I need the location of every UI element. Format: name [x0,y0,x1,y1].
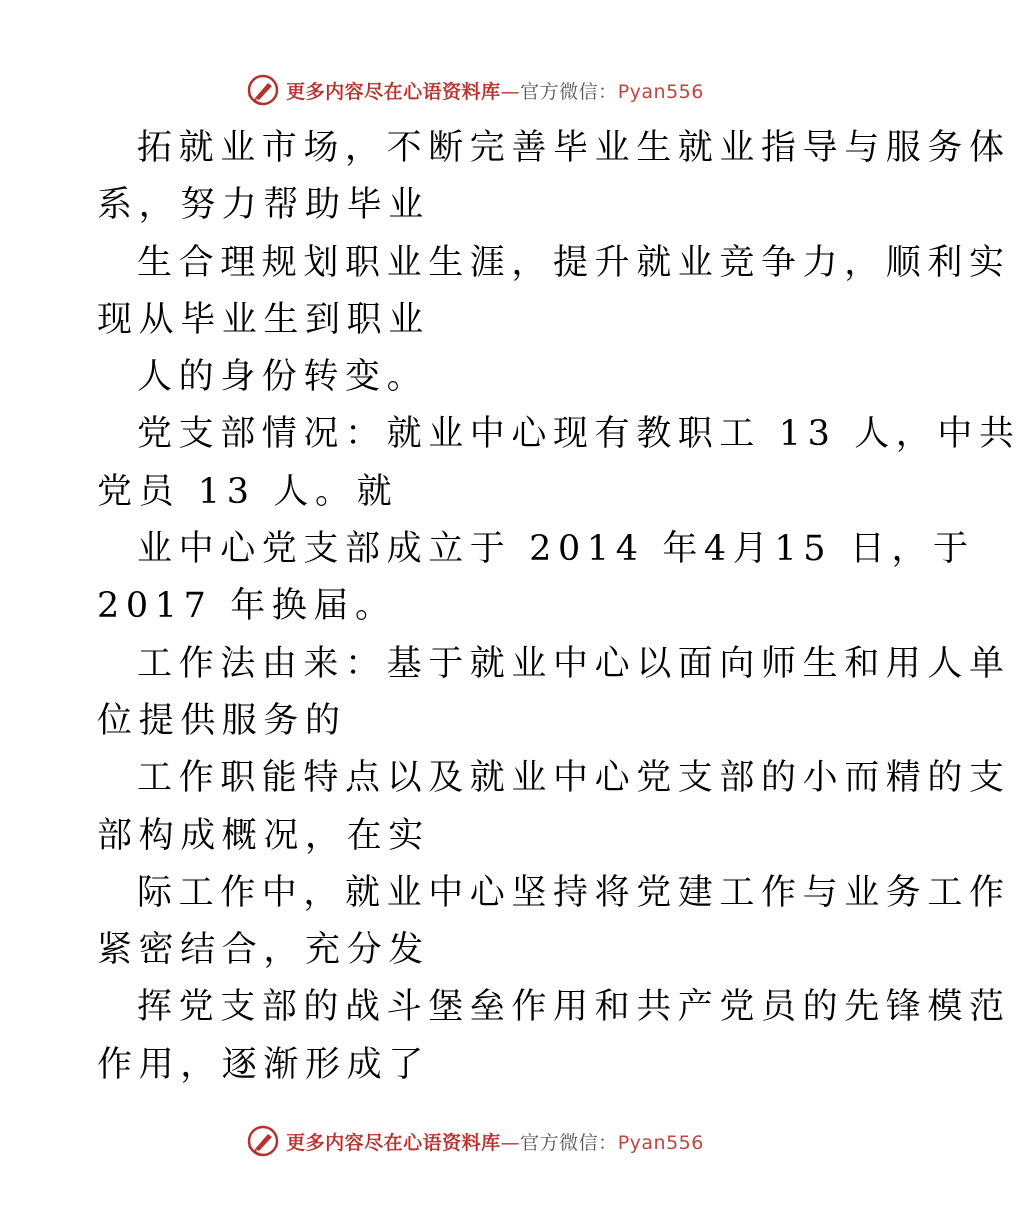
paragraph-line: 作用，逐渐形成了 [97,1044,430,1085]
paragraph-line: 生合理规划职业生涯，提升就业竞争力，顺利实 [137,242,1011,283]
paragraph-line: 现从毕业生到职业 [97,299,430,340]
paragraph-line: 工作法由来：基于就业中心以面向师生和用人单 [137,643,1011,684]
paragraph-line: 部构成概况，在实 [97,815,430,856]
watermark-prefix: 更多内容尽在心语资料库 [286,80,501,103]
watermark-text [286,77,704,104]
quill-pen-logo-icon [246,1124,280,1158]
paragraph-line: 际工作中，就业中心坚持将党建工作与业务工作 [137,872,1011,913]
watermark-label: 官方微信： [520,1131,618,1154]
watermark-account: Pyan556 [617,1131,704,1154]
paragraph-line: 系，努力帮助毕业 [97,185,430,226]
paragraph-line: 工作职能特点以及就业中心党支部的小而精的支 [137,758,1011,799]
paragraph-line: 业中心党支部成立于 2014 年4月15 日，于 [137,529,975,570]
watermark-account: Pyan556 [617,80,704,103]
paragraph-line: 拓就业市场，不断完善毕业生就业指导与服务体 [137,128,1011,168]
document-body [97,120,1021,1094]
watermark-prefix: 更多内容尽在心语资料库 [286,1131,501,1154]
footer-watermark [0,1121,950,1161]
header-watermark [0,70,950,110]
paragraph-line: 紧密结合，充分发 [97,930,430,971]
paragraph-line: 2017 年换届。 [97,586,397,627]
paragraph-line: 挥党支部的战斗堡垒作用和共产党员的先锋模范 [137,987,1011,1028]
paragraph-line: 人的身份转变。 [137,357,429,398]
watermark-dash: — [500,80,521,103]
paragraph-line: 位提供服务的 [97,700,347,741]
paragraph-line: 党支部情况：就业中心现有教职工 13 人，中共 [137,414,1021,455]
watermark-label: 官方微信： [520,80,618,103]
paragraph-line: 党员 13 人。就 [97,471,399,512]
watermark-dash: — [500,1131,521,1154]
watermark-text [286,1128,704,1155]
quill-pen-logo-icon [246,73,280,107]
